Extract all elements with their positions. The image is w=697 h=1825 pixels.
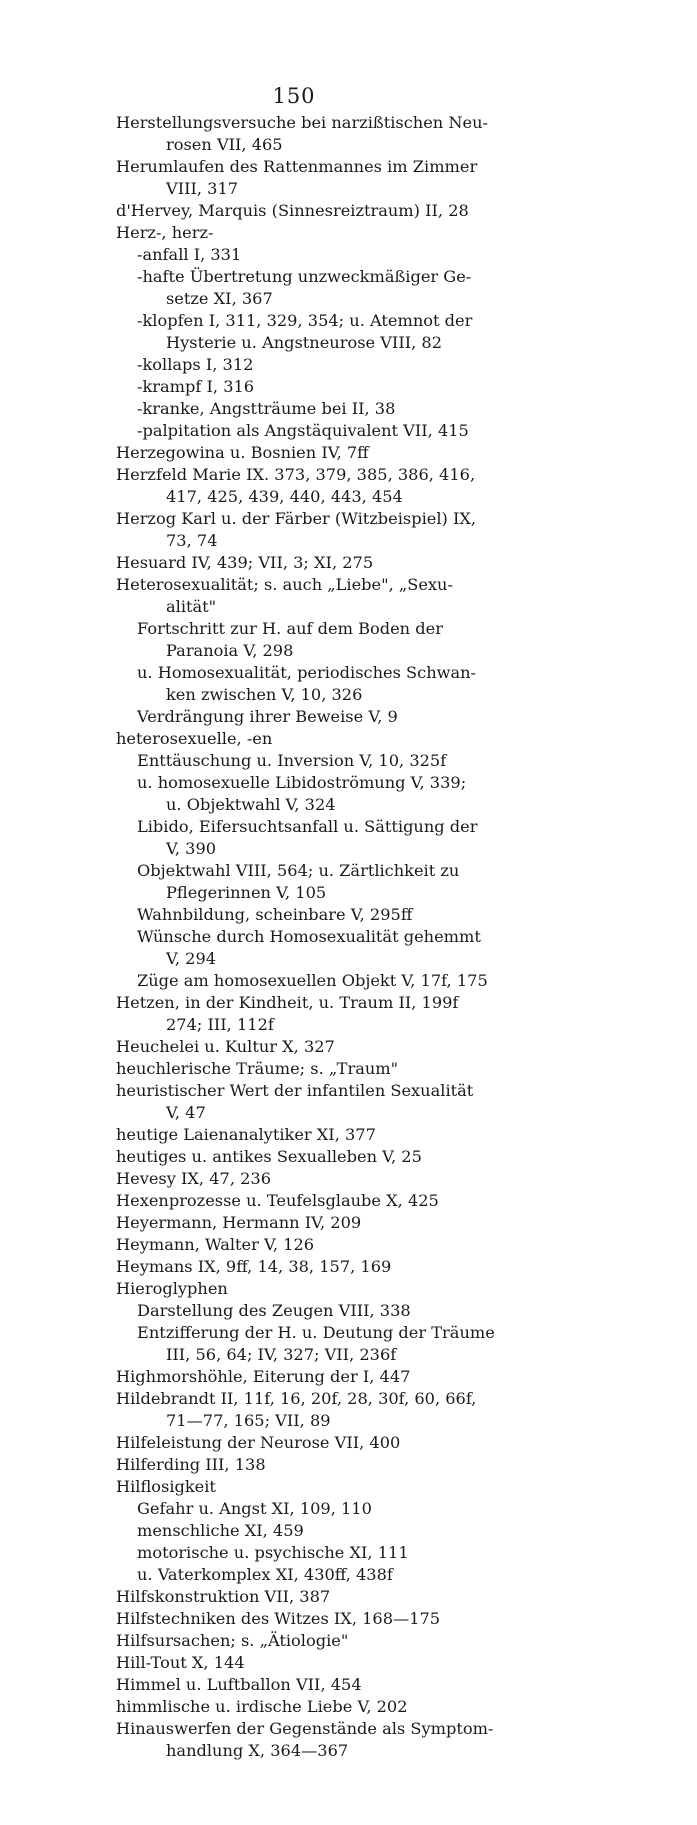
index-entry-line: Darstellung des Zeugen VIII, 338: [137, 1301, 411, 1320]
index-entry-line: Herzegowina u. Bosnien IV, 7ff: [116, 443, 369, 462]
index-entry-line: u. Objektwahl V, 324: [166, 795, 336, 814]
index-entry-line: Verdrängung ihrer Beweise V, 9: [137, 707, 398, 726]
index-entry-line: Libido, Eifersuchtsanfall u. Sättigung der: [137, 817, 478, 836]
index-entry-line: -hafte Übertretung unzweckmäßiger Ge-: [137, 267, 472, 286]
index-entry-line: Heterosexualität; s. auch „Liebe", „Sexu-: [116, 575, 453, 594]
index-entry-line: heuchlerische Träume; s. „Traum": [116, 1059, 399, 1078]
index-entry-line: Highmorshöhle, Eiterung der I, 447: [116, 1367, 411, 1386]
index-entry-line: ken zwischen V, 10, 326: [166, 685, 363, 704]
index-entry-line: Hildebrandt II, 11f, 16, 20f, 28, 30f, 60, 66f,: [116, 1389, 477, 1408]
index-entry-line: Hilfsursachen; s. „Ätiologie": [116, 1631, 349, 1650]
index-entry-line: Entzifferung der H. u. Deutung der Träume: [137, 1323, 495, 1342]
index-entry-line: 417, 425, 439, 440, 443, 454: [166, 487, 403, 506]
index-entry-line: Pflegerinnen V, 105: [166, 883, 327, 902]
index-entry-line: Himmel u. Luftballon VII, 454: [116, 1675, 362, 1694]
index-entry-line: Herumlaufen des Rattenmannes im Zimmer: [116, 157, 478, 176]
index-entry-line: V, 47: [166, 1103, 206, 1122]
index-entry-line: Hysterie u. Angstneurose VIII, 82: [166, 333, 443, 352]
index-entry-line: Heyermann, Hermann IV, 209: [116, 1213, 362, 1232]
index-entry-line: heuristischer Wert der infantilen Sexualität: [116, 1081, 474, 1100]
index-entry-line: heutiges u. antikes Sexualleben V, 25: [116, 1147, 422, 1166]
index-entry-line: Hevesy IX, 47, 236: [116, 1169, 272, 1188]
index-entry-line: heterosexuelle, -en: [116, 729, 273, 748]
index-entry-line: 274; III, 112f: [166, 1015, 274, 1034]
index-entry-line: Hilfeleistung der Neurose VII, 400: [116, 1433, 401, 1452]
index-entry-line: d'Hervey, Marquis (Sinnesreiztraum) II, 28: [116, 201, 469, 220]
index-entry-line: Hetzen, in der Kindheit, u. Traum II, 199f: [116, 993, 459, 1012]
index-entry-line: 71—77, 165; VII, 89: [166, 1411, 331, 1430]
index-entry-line: Gefahr u. Angst XI, 109, 110: [137, 1499, 372, 1518]
index-entry-line: u. homosexuelle Libidoströmung V, 339;: [137, 773, 467, 792]
index-entry-line: motorische u. psychische XI, 111: [137, 1543, 409, 1562]
index-entry-line: Herzfeld Marie IX. 373, 379, 385, 386, 416,: [116, 465, 476, 484]
index-entry-line: heutige Laienanalytiker XI, 377: [116, 1125, 376, 1144]
index-entry-line: alität": [166, 597, 217, 616]
index-entry-line: Hilflosigkeit: [116, 1477, 216, 1496]
index-entry-line: setze XI, 367: [166, 289, 273, 308]
index-entry-line: Hill-Tout X, 144: [116, 1653, 245, 1672]
index-entry-line: -krampf I, 316: [137, 377, 255, 396]
index-entry-line: u. Homosexualität, periodisches Schwan-: [137, 663, 477, 682]
index-entry-line: -kranke, Angstträume bei II, 38: [137, 399, 396, 418]
index-entry-line: III, 56, 64; IV, 327; VII, 236f: [166, 1345, 397, 1364]
index-entry-line: VIII, 317: [166, 179, 239, 198]
index-entry-line: Wahnbildung, scheinbare V, 295ff: [137, 905, 413, 924]
page-number: 150: [272, 84, 316, 108]
index-entry-line: V, 294: [166, 949, 217, 968]
index-entry-line: Paranoia V, 298: [166, 641, 294, 660]
index-entry-line: Objektwahl VIII, 564; u. Zärtlichkeit zu: [137, 861, 460, 880]
index-entry-line: Heymans IX, 9ff, 14, 38, 157, 169: [116, 1257, 392, 1276]
index-entry-line: -kollaps I, 312: [137, 355, 254, 374]
index-entry-line: Heuchelei u. Kultur X, 327: [116, 1037, 335, 1056]
index-entry-line: rosen VII, 465: [166, 135, 283, 154]
index-entry-line: -anfall I, 331: [137, 245, 242, 264]
index-entry-line: himmlische u. irdische Liebe V, 202: [116, 1697, 408, 1716]
index-entry-line: Enttäuschung u. Inversion V, 10, 325f: [137, 751, 447, 770]
index-entry-line: V, 390: [166, 839, 217, 858]
index-entry-line: Herz-, herz-: [116, 223, 214, 242]
index-entry-line: Wünsche durch Homosexualität gehemmt: [137, 927, 481, 946]
index-entry-line: Hesuard IV, 439; VII, 3; XI, 275: [116, 553, 374, 572]
index-entry-line: Hinauswerfen der Gegenstände als Symptom-: [116, 1719, 494, 1738]
index-entry-line: Herstellungsversuche bei narzißtischen Neu-: [116, 113, 488, 132]
index-entry-line: Hexenprozesse u. Teufelsglaube X, 425: [116, 1191, 439, 1210]
index-entry-line: Fortschritt zur H. auf dem Boden der: [137, 619, 443, 638]
index-entry-line: Hilfskonstruktion VII, 387: [116, 1587, 331, 1606]
index-entry-line: Hilferding III, 138: [116, 1455, 266, 1474]
index-entry-line: Herzog Karl u. der Färber (Witzbeispiel) IX,: [116, 509, 477, 528]
index-entry-line: Heymann, Walter V, 126: [116, 1235, 315, 1254]
index-entry-line: u. Vaterkomplex XI, 430ff, 438f: [137, 1565, 393, 1584]
index-entry-line: -klopfen I, 311, 329, 354; u. Atemnot der: [137, 311, 473, 330]
index-entry-line: Hieroglyphen: [116, 1279, 228, 1298]
index-entry-line: Hilfstechniken des Witzes IX, 168—175: [116, 1609, 441, 1628]
index-entry-line: menschliche XI, 459: [137, 1521, 304, 1540]
index-entry-line: Züge am homosexuellen Objekt V, 17f, 175: [137, 971, 488, 990]
index-entry-line: handlung X, 364—367: [166, 1741, 349, 1760]
index-entry-line: -palpitation als Angstäquivalent VII, 415: [137, 421, 469, 440]
index-entry-line: 73, 74: [166, 531, 218, 550]
